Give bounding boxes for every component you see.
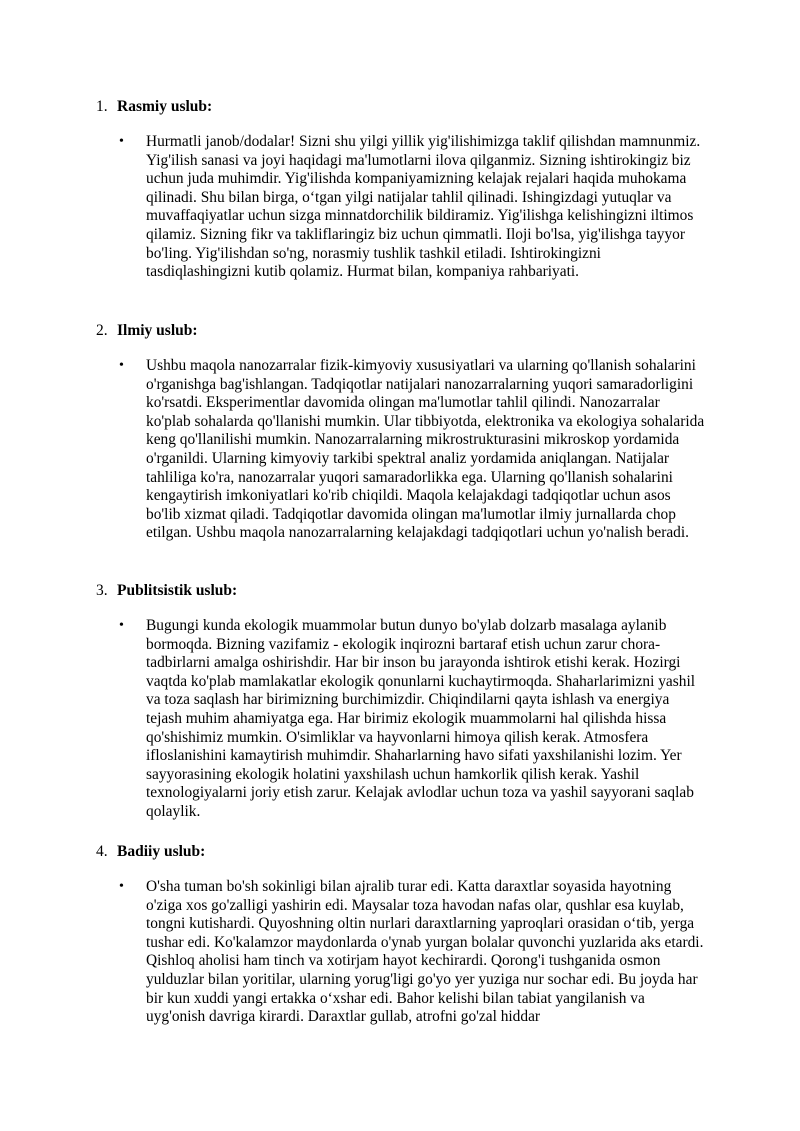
section-number: 1.: [96, 98, 108, 115]
section-title: Publitsistik uslub:: [117, 582, 238, 599]
section-title: Rasmiy uslub:: [117, 98, 213, 115]
list-item: [96, 357, 706, 543]
paragraph-text: Ushbu maqola nanozarralar fizik-kimyoviy xususiyatlari va ularning qo'llanish sohalarini o'rganishga bag'ishlangan. Tadqiqotlar natijalari nanozarralarning yuqori samaradorligini ko'rsatdi. Eksperimentlar davomida olingan ma'lumotlar tahlil qilindi. Nanozarralar ko'plab sohalarda qo'llanishi mumkin. Ular tibbiyotda, elektronika va ekologiya sohalarida keng qo'llanilishi mumkin. Nanozarralarning mikrostrukturasini mikroskop yordamida o'rganildi. Ularning kimyoviy tarkibi spektral analiz yordamida aniqlangan. Natijalar tahliliga ko'ra, nanozarralar yuqori samaradorlikka ega. Ularning qo'llanish sohalarini kengaytirish imkoniyatlari ko'rib chiqildi. Maqola kelajakdagi tadqiqotlar uchun asos bo'lib xizmat qiladi. Tadqiqotlar davomida olingan ma'lumotlar ilmiy jurnallarda chop etilgan. Ushbu maqola nanozarralarning kelajakdagi tadqiqotlari uchun yo'nalish beradi.: [146, 357, 705, 542]
paragraph-text: O'sha tuman bo'sh sokinligi bilan ajralib turar edi. Katta daraxtlar soyasida hayotning o'ziga xos go'zalligi yashirin edi. Maysalar toza havodan nafas olar, qushlar esa kuylab, tongni kutishardi. Quyoshning oltin nurlari daraxtlarning yaproqlari orasidan o‘tib, yerga tushar edi. Ko'kalamzor maydonlarda o'ynab yurgan bolalar quvonchi yuzlarida aks etardi. Qishloq aholisi ham tinch va xotirjam hayot kechirardi. Qorong'i tushganida osmon yulduzlar bilan yoritilar, ularning yorug'ligi go'yo yer yuziga nur sochar edi. Bu joyda har bir kun xuddi yangi ertakka o‘xshar edi. Bahor kelishi bilan tabiat yangilanish va uyg'onish davriga kirardi. Daraxtlar gullab, atrofni go'zal hiddar: [146, 878, 704, 1026]
bullet-icon: •: [119, 358, 124, 373]
section-rasmiy-uslub: [96, 97, 716, 282]
list-item: [96, 878, 706, 1027]
bullet-icon: •: [119, 879, 124, 894]
paragraph-text: Hurmatli janob/dodalar! Sizni shu yilgi yillik yig'ilishimizga taklif qilishdan mamnunmiz. Yig'ilish sanasi va joyi haqidagi ma'lumotlarni ilova qilganmiz. Sizning ishtirokingiz biz uchun juda muhimdir. Yig'ilishda kompaniyamizning kelajak rejalari haqida muhokama qilinadi. Shu bilan birga, o‘tgan yilgi natijalar tahlil qilinadi. Ishingizdagi yutuqlar va muvaffaqiyatlar uchun sizga minnatdorchilik bildiramiz. Yig'ilishga kelishingizni iltimos qilamiz. Sizning fikr va takliflaringiz biz uchun qimmatli. Iloji bo'lsa, yig'ilishga tayyor bo'ling. Yig'ilishdan so'ng, norasmiy tushlik tashkil etiladi. Ishtirokingizni tasdiqlashingizni kutib qolamiz. Hurmat bilan, kompaniya rahbariyati.: [146, 133, 701, 281]
bullet-icon: •: [119, 134, 124, 149]
section-publitsistik-uslub: [96, 581, 716, 822]
section-heading: [96, 321, 716, 340]
section-heading: [96, 97, 716, 116]
section-number: 2.: [96, 322, 108, 339]
section-number: 4.: [96, 843, 108, 860]
list-item: [96, 133, 706, 282]
section-title: Badiiy uslub:: [117, 843, 206, 860]
section-number: 3.: [96, 582, 108, 599]
section-heading: [96, 581, 716, 600]
section-ilmiy-uslub: [96, 321, 716, 543]
paragraph-text: Bugungi kunda ekologik muammolar butun dunyo bo'ylab dolzarb masalaga aylanib bormoqda. Bizning vazifamiz - ekologik inqirozni bartaraf etish uchun zarur chora-tadbirlarni amalga oshirishdir. Har bir inson bu jarayonda ishtirok etishi kerak. Hozirgi vaqtda ko'plab mamlakatlar ekologik qonunlarni kuchaytirmoqda. Shaharlarimizni yashil va toza saqlash har birimizning burchimizdir. Chiqindilarni qayta ishlash va energiya tejash muhim ahamiyatga ega. Har birimiz ekologik muammolarni hal qilishda hissa qo'shishimiz mumkin. O'simliklar va hayvonlarni himoya qilish kerak. Atmosfera ifloslanishini kamaytirish muhimdir. Shaharlarning havo sifati yaxshilanishi lozim. Yer sayyorasining ekologik holatini yaxshilash uchun hamkorlik qilish kerak. Yashil texnologiyalarni joriy etish zarur. Kelajak avlodlar uchun toza va yashil sayyorani saqlab qolaylik.: [146, 617, 695, 820]
bullet-icon: •: [119, 618, 124, 633]
section-badiiy-uslub: [96, 842, 716, 1027]
section-heading: [96, 842, 716, 861]
list-item: [96, 617, 706, 822]
section-title: Ilmiy uslub:: [117, 322, 198, 339]
